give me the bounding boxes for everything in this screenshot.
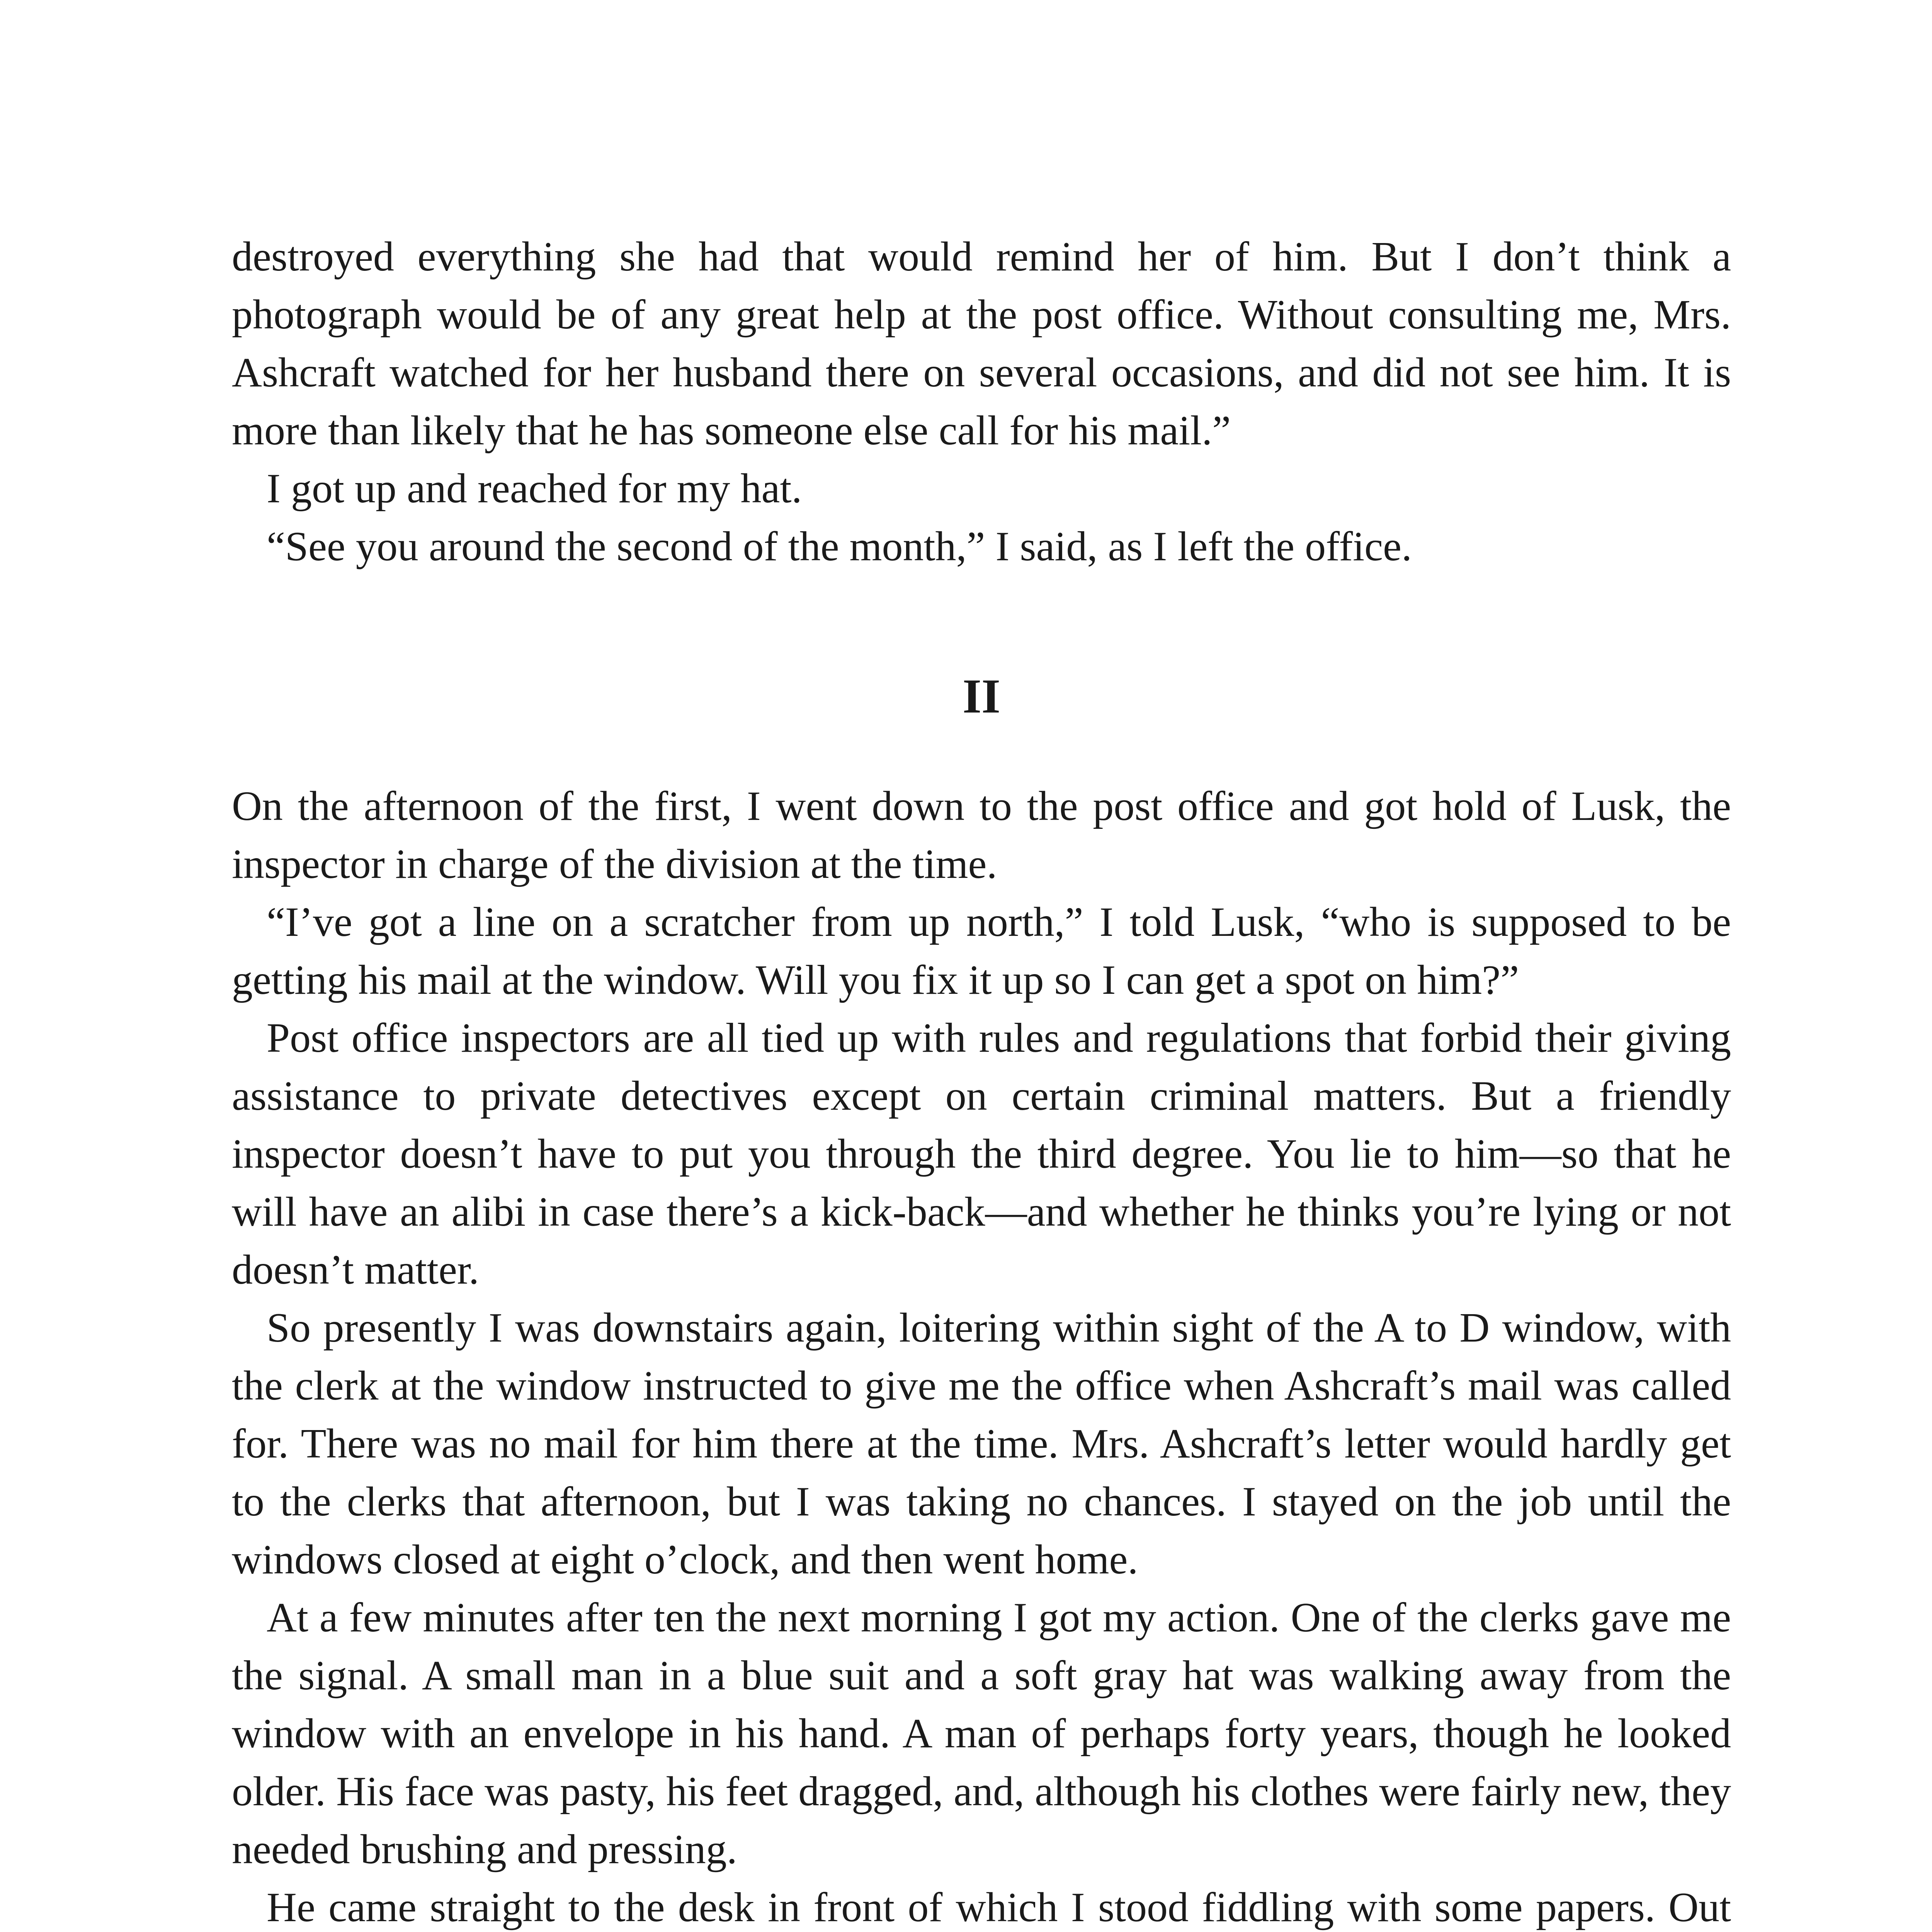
paragraph: “I’ve got a line on a scratcher from up north,” I told Lusk, “who is supposed to be getting his mail at the window. Will you fix it up so I can get a spot on him?”	[232, 899, 1731, 1003]
page-body	[232, 228, 1731, 1932]
paragraph: He came straight to the desk in front of which I stood fiddling with some papers. Out	[267, 1884, 1731, 1930]
paragraph: So presently I was downstairs again, loitering within sight of the A to D window, with the clerk at the window instructed to give me the office when Ashcraft’s mail was called for. There was no mail for him there at the time. Mrs. Ashcraft’s letter would hardly get to the clerks that afternoon, but I was taking no chances. I stayed on the job until the windows closed at eight o’clock, and then went home.	[232, 1305, 1731, 1583]
paragraph: At a few minutes after ten the next morning I got my action. One of the clerks gave me the signal. A small man in a blue suit and a soft gray hat was walking away from the window with an envelope in his hand. A man of perhaps forty years, though he looked older. His face was pasty, his feet dragged, and, although his clothes were fairly new, they needed brushing and pressing.	[232, 1595, 1731, 1872]
paragraph: Post office inspectors are all tied up with rules and regulations that forbid their giving assistance to private detectives except on certain criminal matters. But a friendly inspector doesn’t have to put you through the third degree. You lie to him—so that he will have an alibi in case there’s a kick-back—and whether he thinks you’re lying or not doesn’t matter.	[232, 1015, 1731, 1293]
paragraph: “See you around the second of the month,” I said, as I left the office.	[267, 524, 1412, 570]
paragraph-chapter-opening: On the afternoon of the first, I went down to the post office and got hold of Lusk, the inspector in charge of the division at the time.	[232, 783, 1731, 887]
paragraph: I got up and reached for my hat.	[267, 466, 802, 512]
chapter-heading: II	[962, 670, 1001, 723]
paragraph-continued: destroyed everything she had that would remind her of him. But I don’t think a photograph would be of any great help at the post office. Without consulting me, Mrs. Ashcraft watched for her husband there on several occasions, and did not see him. It is more than likely that he has someone else call for his mail.”	[232, 234, 1731, 454]
